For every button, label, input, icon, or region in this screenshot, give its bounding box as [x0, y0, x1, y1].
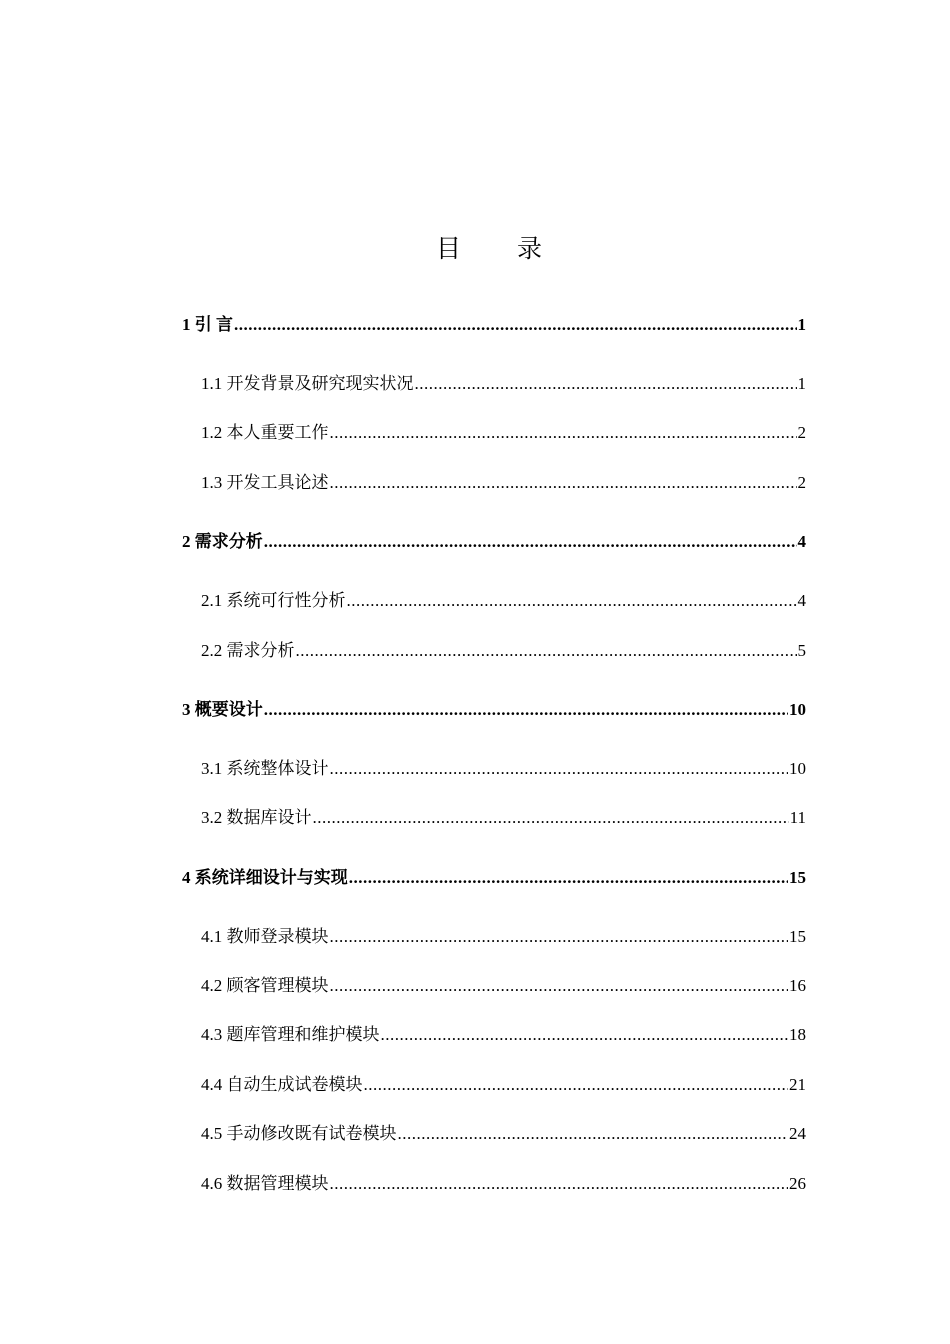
toc-entry-section-4-5[interactable]: [201, 1122, 806, 1146]
toc-entry-section-3-1[interactable]: [201, 757, 806, 781]
toc-entry-label: 1.3 开发工具论述: [201, 473, 329, 492]
toc-entry-label: 3.1 系统整体设计: [201, 759, 329, 778]
toc-entry-page-number: 18: [789, 1025, 806, 1044]
toc-entry-page-number: 15: [789, 927, 806, 946]
toc-entry-label: 4.3 题库管理和维护模块: [201, 1025, 380, 1044]
toc-entry-label: 2 需求分析: [182, 532, 263, 551]
dot-leader: [330, 974, 789, 998]
toc-entry-label: 4.4 自动生成试卷模块: [201, 1075, 363, 1094]
toc-entry-label: 1.1 开发背景及研究现实状况: [201, 374, 414, 393]
toc-entry-page-number: 10: [789, 700, 806, 719]
toc-entry-page-number: 2: [797, 423, 806, 442]
toc-entry-page-number: 15: [789, 868, 806, 887]
dot-leader: [381, 1023, 789, 1047]
toc-entry-section-4-6[interactable]: [201, 1172, 806, 1196]
dot-leader: [264, 530, 797, 554]
toc-entry-label: 4.2 顾客管理模块: [201, 976, 329, 995]
toc-entry-label: 3 概要设计: [182, 700, 263, 719]
toc-entry-page-number: 4: [797, 532, 806, 551]
dot-leader: [313, 806, 789, 830]
toc-entry-page-number: 2: [797, 473, 806, 492]
toc-entry-chapter-3[interactable]: [182, 698, 806, 722]
toc-entry-section-2-2[interactable]: [201, 639, 806, 663]
dot-leader: [364, 1073, 789, 1097]
toc-entry-label: 4.5 手动修改既有试卷模块: [201, 1124, 397, 1143]
dot-leader: [398, 1122, 789, 1146]
dot-leader: [264, 698, 788, 722]
toc-entry-page-number: 11: [789, 808, 806, 827]
toc-entry-label: 4.6 数据管理模块: [201, 1174, 329, 1193]
toc-entry-page-number: 24: [789, 1124, 806, 1143]
dot-leader: [330, 421, 797, 445]
toc-entry-chapter-2[interactable]: [182, 530, 806, 554]
toc-entry-label: 2.2 需求分析: [201, 641, 295, 660]
toc-entry-label: 2.1 系统可行性分析: [201, 591, 346, 610]
toc-entry-section-4-4[interactable]: [201, 1073, 806, 1097]
toc-entry-page-number: 16: [789, 976, 806, 995]
toc-entry-label: 4 系统详细设计与实现: [182, 868, 348, 887]
dot-leader: [296, 639, 797, 663]
toc-entry-section-4-3[interactable]: [201, 1023, 806, 1047]
toc-entry-label: 1 引 言: [182, 315, 233, 334]
dot-leader: [330, 757, 789, 781]
toc-entry-section-4-2[interactable]: [201, 974, 806, 998]
toc-entry-section-3-2[interactable]: [201, 806, 806, 830]
toc-entry-label: 4.1 教师登录模块: [201, 927, 329, 946]
toc-entry-section-1-2[interactable]: [201, 421, 806, 445]
toc-entry-section-1-1[interactable]: [201, 372, 806, 396]
toc-entry-page-number: 5: [797, 641, 806, 660]
toc-entry-label: 1.2 本人重要工作: [201, 423, 329, 442]
toc-entry-page-number: 4: [797, 591, 806, 610]
toc-entry-chapter-1[interactable]: [182, 313, 806, 337]
toc-title: 目 录: [436, 234, 566, 263]
dot-leader: [330, 1172, 789, 1196]
toc-entry-page-number: 1: [797, 374, 806, 393]
dot-leader: [415, 372, 797, 396]
toc-entry-page-number: 1: [797, 315, 806, 334]
toc-entry-page-number: 10: [789, 759, 806, 778]
toc-entry-page-number: 26: [789, 1174, 806, 1193]
toc-entry-page-number: 21: [789, 1075, 806, 1094]
toc-entry-section-4-1[interactable]: [201, 925, 806, 949]
dot-leader: [234, 313, 797, 337]
dot-leader: [349, 866, 788, 890]
toc-entry-section-2-1[interactable]: [201, 589, 806, 613]
toc-entry-label: 3.2 数据库设计: [201, 808, 312, 827]
toc-entry-section-1-3[interactable]: [201, 471, 806, 495]
dot-leader: [330, 925, 789, 949]
dot-leader: [347, 589, 797, 613]
toc-entry-chapter-4[interactable]: [182, 866, 806, 890]
dot-leader: [330, 471, 797, 495]
